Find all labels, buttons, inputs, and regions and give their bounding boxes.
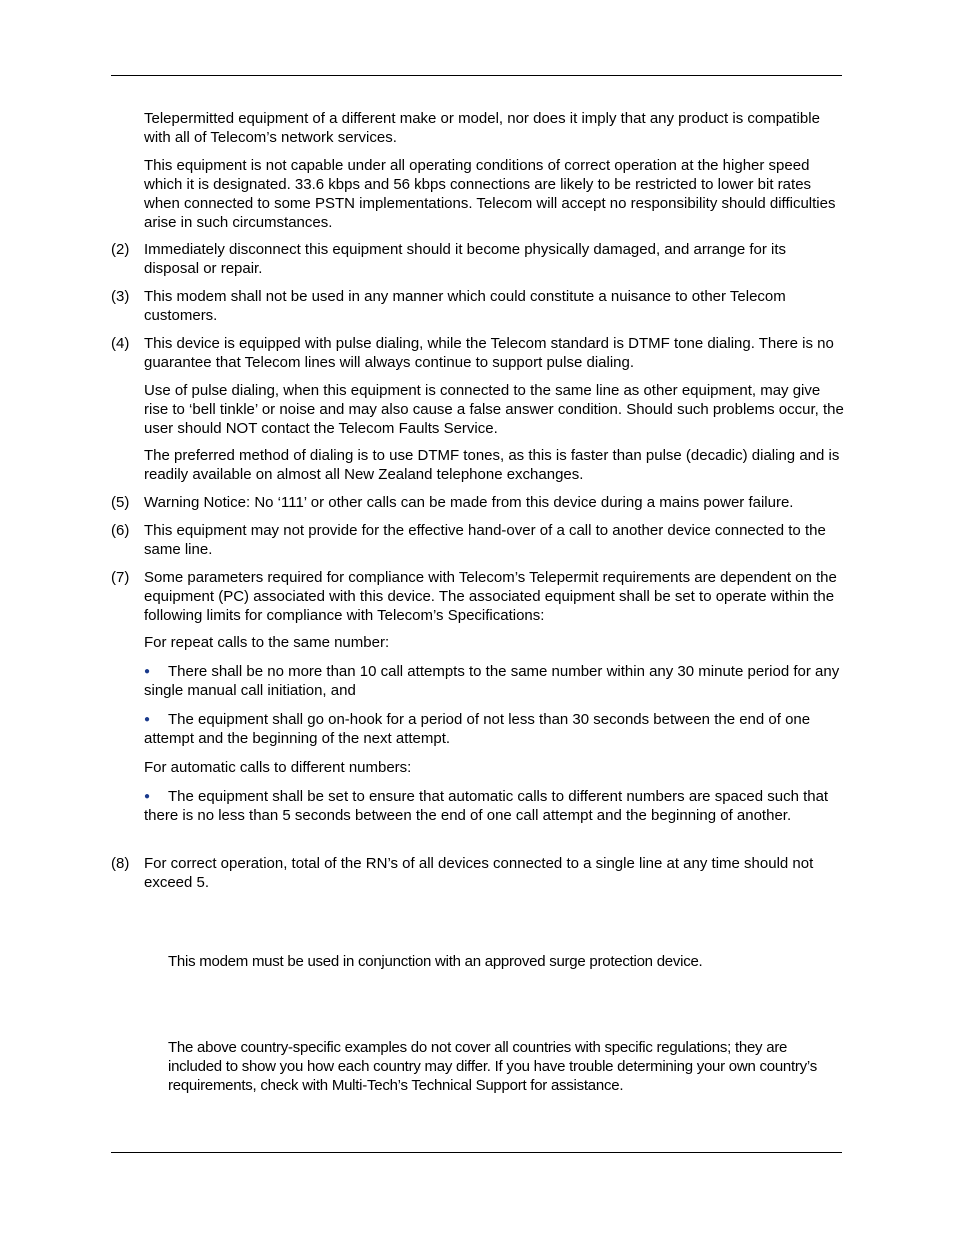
surge-protection-note: This modem must be used in conjunction with an approved surge protection device. <box>168 953 703 970</box>
header-rule <box>111 75 842 76</box>
item-text-5: Warning Notice: No ‘111’ or other calls can be made from this device during a mains power failure. <box>144 494 794 511</box>
item-number-8: (8) <box>111 855 130 872</box>
item-text-8: For correct operation, total of the RN’s of all devices connected to a single line at any time should not exceed 5. <box>144 855 814 891</box>
item-number-6: (6) <box>111 522 130 539</box>
bullet-spacing: The equipment shall be set to ensure that automatic calls to different numbers are spaced such that there is no less than 5 seconds between the end of one call attempt and the beginning of another. <box>144 788 829 824</box>
item-number-3: (3) <box>111 288 130 305</box>
intro-paragraph-2: This equipment is not capable under all operating conditions of correct operation at the higher speed which it is designated. 33.6 kbps and 56 kbps connections are likely to be restricted to lower bit rates when connected to some PSTN implementations. Telecom will accept no responsibility should difficulties arise in such circumstances. <box>144 157 836 231</box>
item-text-7: Some parameters required for compliance with Telecom’s Telepermit requirements are dependent on the equipment (PC) associated with this device. The associated equipment shall be set to operate within the following limits for compliance with Telecom’s Specifications: <box>144 569 837 624</box>
item-text-3: This modem shall not be used in any manner which could constitute a nuisance to other Telecom customers. <box>144 288 786 324</box>
item-number-5: (5) <box>111 494 130 511</box>
automatic-calls-label: For automatic calls to different numbers: <box>144 759 412 776</box>
closing-note: The above country-specific examples do not cover all countries with specific regulations; they are included to show you how each country may differ. If you have trouble determining your own country’s requirements, check with Multi-Tech’s Technical Support for assistance. <box>168 1039 817 1094</box>
bullet-on-hook: The equipment shall go on-hook for a period of not less than 30 seconds between the end of one attempt and the beginning of the next attempt. <box>144 711 811 747</box>
item-text-6: This equipment may not provide for the effective hand-over of a call to another device connected to the same line. <box>144 522 826 558</box>
bullet-icon: ● <box>144 666 151 677</box>
item-4-paragraph-pulse: Use of pulse dialing, when this equipment is connected to the same line as other equipment, may give rise to ‘bell tinkle’ or noise and may also cause a false answer condition. Should such problems occur, the user should NOT contact the Telecom Faults Service. <box>144 382 844 437</box>
intro-paragraph-1: Telepermitted equipment of a different make or model, nor does it imply that any product is compatible with all of Telecom’s network services. <box>144 110 820 146</box>
bullet-icon: ● <box>144 791 151 802</box>
footer-rule <box>111 1152 842 1153</box>
item-number-4: (4) <box>111 335 130 352</box>
item-text-2: Immediately disconnect this equipment should it become physically damaged, and arrange for its disposal or repair. <box>144 241 787 277</box>
item-4-paragraph-dtmf: The preferred method of dialing is to use DTMF tones, as this is faster than pulse (decadic) dialing and is readily available on almost all New Zealand telephone exchanges. <box>144 447 840 483</box>
bullet-call-attempts: There shall be no more than 10 call attempts to the same number within any 30 minute period for any single manual call initiation, and <box>144 663 840 699</box>
item-number-7: (7) <box>111 569 130 586</box>
repeat-calls-label: For repeat calls to the same number: <box>144 634 390 651</box>
item-text-4: This device is equipped with pulse dialing, while the Telecom standard is DTMF tone dialing. There is no guarantee that Telecom lines will always continue to support pulse dialing. <box>144 335 834 371</box>
bullet-icon: ● <box>144 714 151 725</box>
item-number-2: (2) <box>111 241 130 258</box>
